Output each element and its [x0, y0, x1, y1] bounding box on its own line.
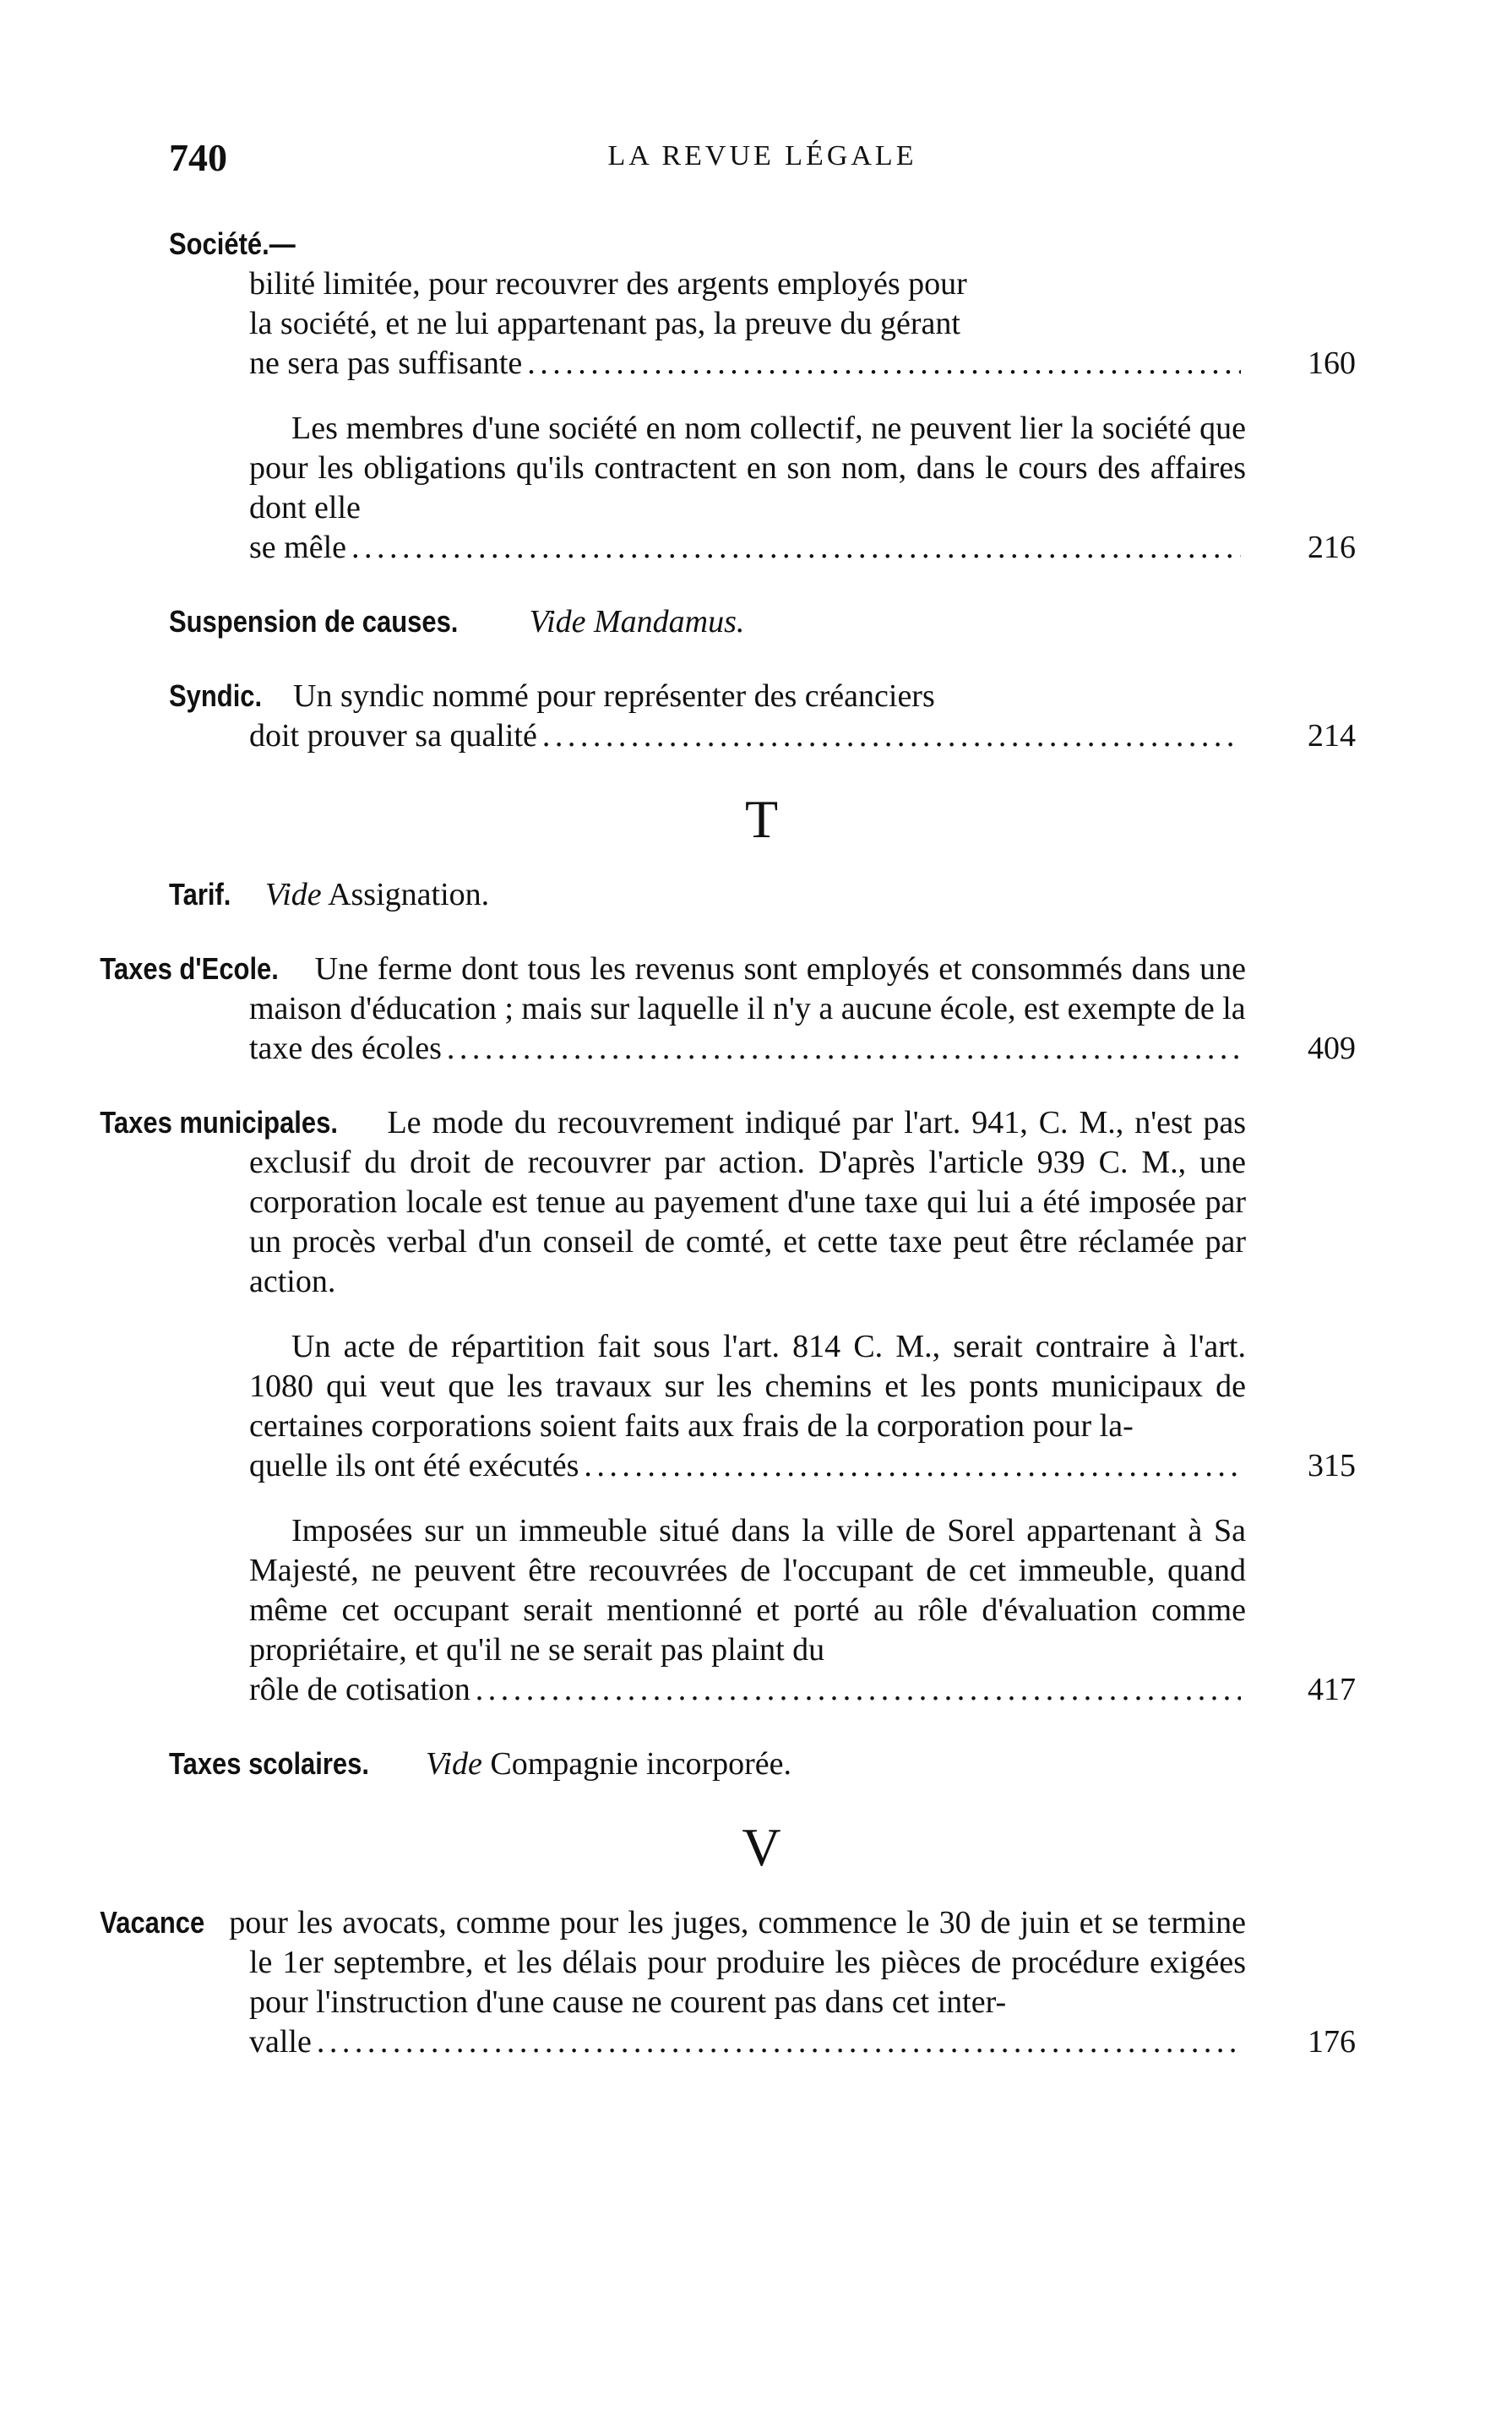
paragraph-last-line: quelle ils ont été exécutés [249, 1448, 579, 1483]
paragraph-last-line: doit prouver sa qualité [249, 718, 537, 754]
entry-heading: Tarif. [169, 877, 231, 912]
dot-leader [527, 344, 1241, 384]
paragraph-text: pour les avocats, comme pour les juges, commence le 30 de juin et se termine le 1er septembre, et les délais pour produire les pièces de procédure exigées pour l'instruction d'une cause ne courent pas dans cet inter- [229, 1905, 1247, 2020]
paragraph-last-line: taxe des écoles [249, 1031, 442, 1066]
paragraph-last-line: rôle de cotisation [249, 1672, 470, 1707]
vide-word: Vide [529, 604, 586, 639]
dot-leader [476, 1670, 1241, 1710]
page-reference: 216 [1308, 530, 1356, 565]
entry-heading: Vacance [100, 1905, 205, 1940]
dot-leader [447, 1029, 1241, 1069]
entry-paragraph [100, 949, 1356, 1069]
paragraph-text: Un syndic nommé pour représenter des créanciers [293, 678, 935, 714]
letter-heading-v: V [742, 1817, 783, 1877]
paragraph-text: Les membres d'une société en nom collectif, ne peuvent lier la société que pour les obligations qu'ils contractent en son nom, dans le cours des affaires dont elle [249, 411, 1246, 525]
entry-suspension [169, 601, 1356, 642]
paragraph-text: Imposées sur un immeuble situé dans la ville de Sorel appartenant à Sa Majesté, ne peuvent être recouvrées de l'occupant de cet immeuble, quand même cet occupant serait mentionné et porté au rôle d'évaluation comme propriétaire, et qu'il ne se serait pas plaint du [249, 1513, 1246, 1668]
entry-paragraph [169, 676, 1356, 756]
entry-heading: Taxes municipales. [100, 1105, 338, 1140]
cross-reference: Compagnie incorporée. [490, 1746, 792, 1782]
paragraph-text: Le mode du recouvrement indiqué par l'art. 941, C. M., n'est pas exclusif du droit de recouvrer par action. D'après l'article 939 C. M., une corporation locale est tenue au payement d'une taxe qui lui a été imposée par un procès verbal d'un conseil de comté, et cette taxe peut être réclamée par action. [249, 1105, 1246, 1299]
entry-paragraph [100, 1902, 1356, 2062]
entry-paragraph [249, 409, 1356, 568]
paragraph-text: Une ferme dont tous les revenus sont employés et consommés dans une maison d'éducation ; mais sur laquelle il n'y a aucune école, est exempte de la [249, 951, 1247, 1026]
entry-heading: Taxes d'Ecole. [100, 951, 279, 986]
vide-word: Vide [426, 1746, 482, 1782]
paragraph-text: Un acte de répartition fait sous l'art. 814 C. M., serait contraire à l'art. 1080 qui veut que les travaux sur les chemins et les ponts municipaux de certaines corporations soient faits aux frais de la corporation pour la- [249, 1329, 1246, 1444]
entry-paragraph [100, 1102, 1356, 1302]
dot-leader [542, 716, 1241, 756]
entry-heading: Suspension de causes. [169, 604, 459, 639]
dot-leader [317, 2022, 1241, 2062]
page-reference: 315 [1308, 1448, 1356, 1483]
paragraph-last-line: se mêle [249, 530, 347, 565]
page-number: 740 [169, 136, 227, 179]
paragraph-last-line: ne sera pas suffisante [249, 346, 523, 381]
entry-heading: Société.— [169, 226, 296, 261]
page-reference: 176 [1308, 2024, 1356, 2060]
page-reference: 417 [1308, 1672, 1356, 1707]
entry-vacance [100, 1902, 1356, 2062]
entry-taxes-ecole [100, 949, 1356, 1069]
page-reference: 214 [1308, 718, 1356, 754]
dot-leader [584, 1446, 1241, 1486]
page-reference: 160 [1308, 346, 1356, 381]
entry-taxes-municipales [100, 1102, 1356, 1710]
index-body [100, 224, 1356, 2096]
entry-heading: Taxes scolaires. [169, 1746, 369, 1781]
entry-syndic [169, 676, 1356, 756]
entry-taxes-scolaires [169, 1744, 1356, 1784]
paragraph-body [100, 1902, 1247, 2022]
entry-paragraph [249, 1511, 1356, 1710]
paragraph-body [100, 949, 1247, 1029]
paragraph-line: la société, et ne lui appartenant pas, la preuve du gérant [249, 306, 960, 341]
letter-heading-t: T [744, 789, 780, 849]
entry-societe [169, 224, 1356, 568]
cross-reference: Assignation. [328, 877, 490, 912]
page-reference: 409 [1308, 1031, 1356, 1066]
cross-reference: Mandamus. [593, 604, 745, 639]
entry-heading: Syndic. [169, 678, 263, 713]
entry-paragraph [249, 1327, 1356, 1486]
paragraph-line: bilité limitée, pour recouvrer des argents employés pour [249, 266, 967, 302]
vide-word: Vide [264, 877, 322, 912]
dot-leader [351, 528, 1241, 568]
entry-tarif [169, 874, 1356, 915]
page-header [169, 135, 1356, 186]
entry-paragraph [249, 264, 1356, 384]
running-title: LA REVUE LÉGALE [607, 140, 917, 171]
paragraph-body [100, 1102, 1246, 1302]
paragraph-last-line: valle [249, 2024, 312, 2060]
